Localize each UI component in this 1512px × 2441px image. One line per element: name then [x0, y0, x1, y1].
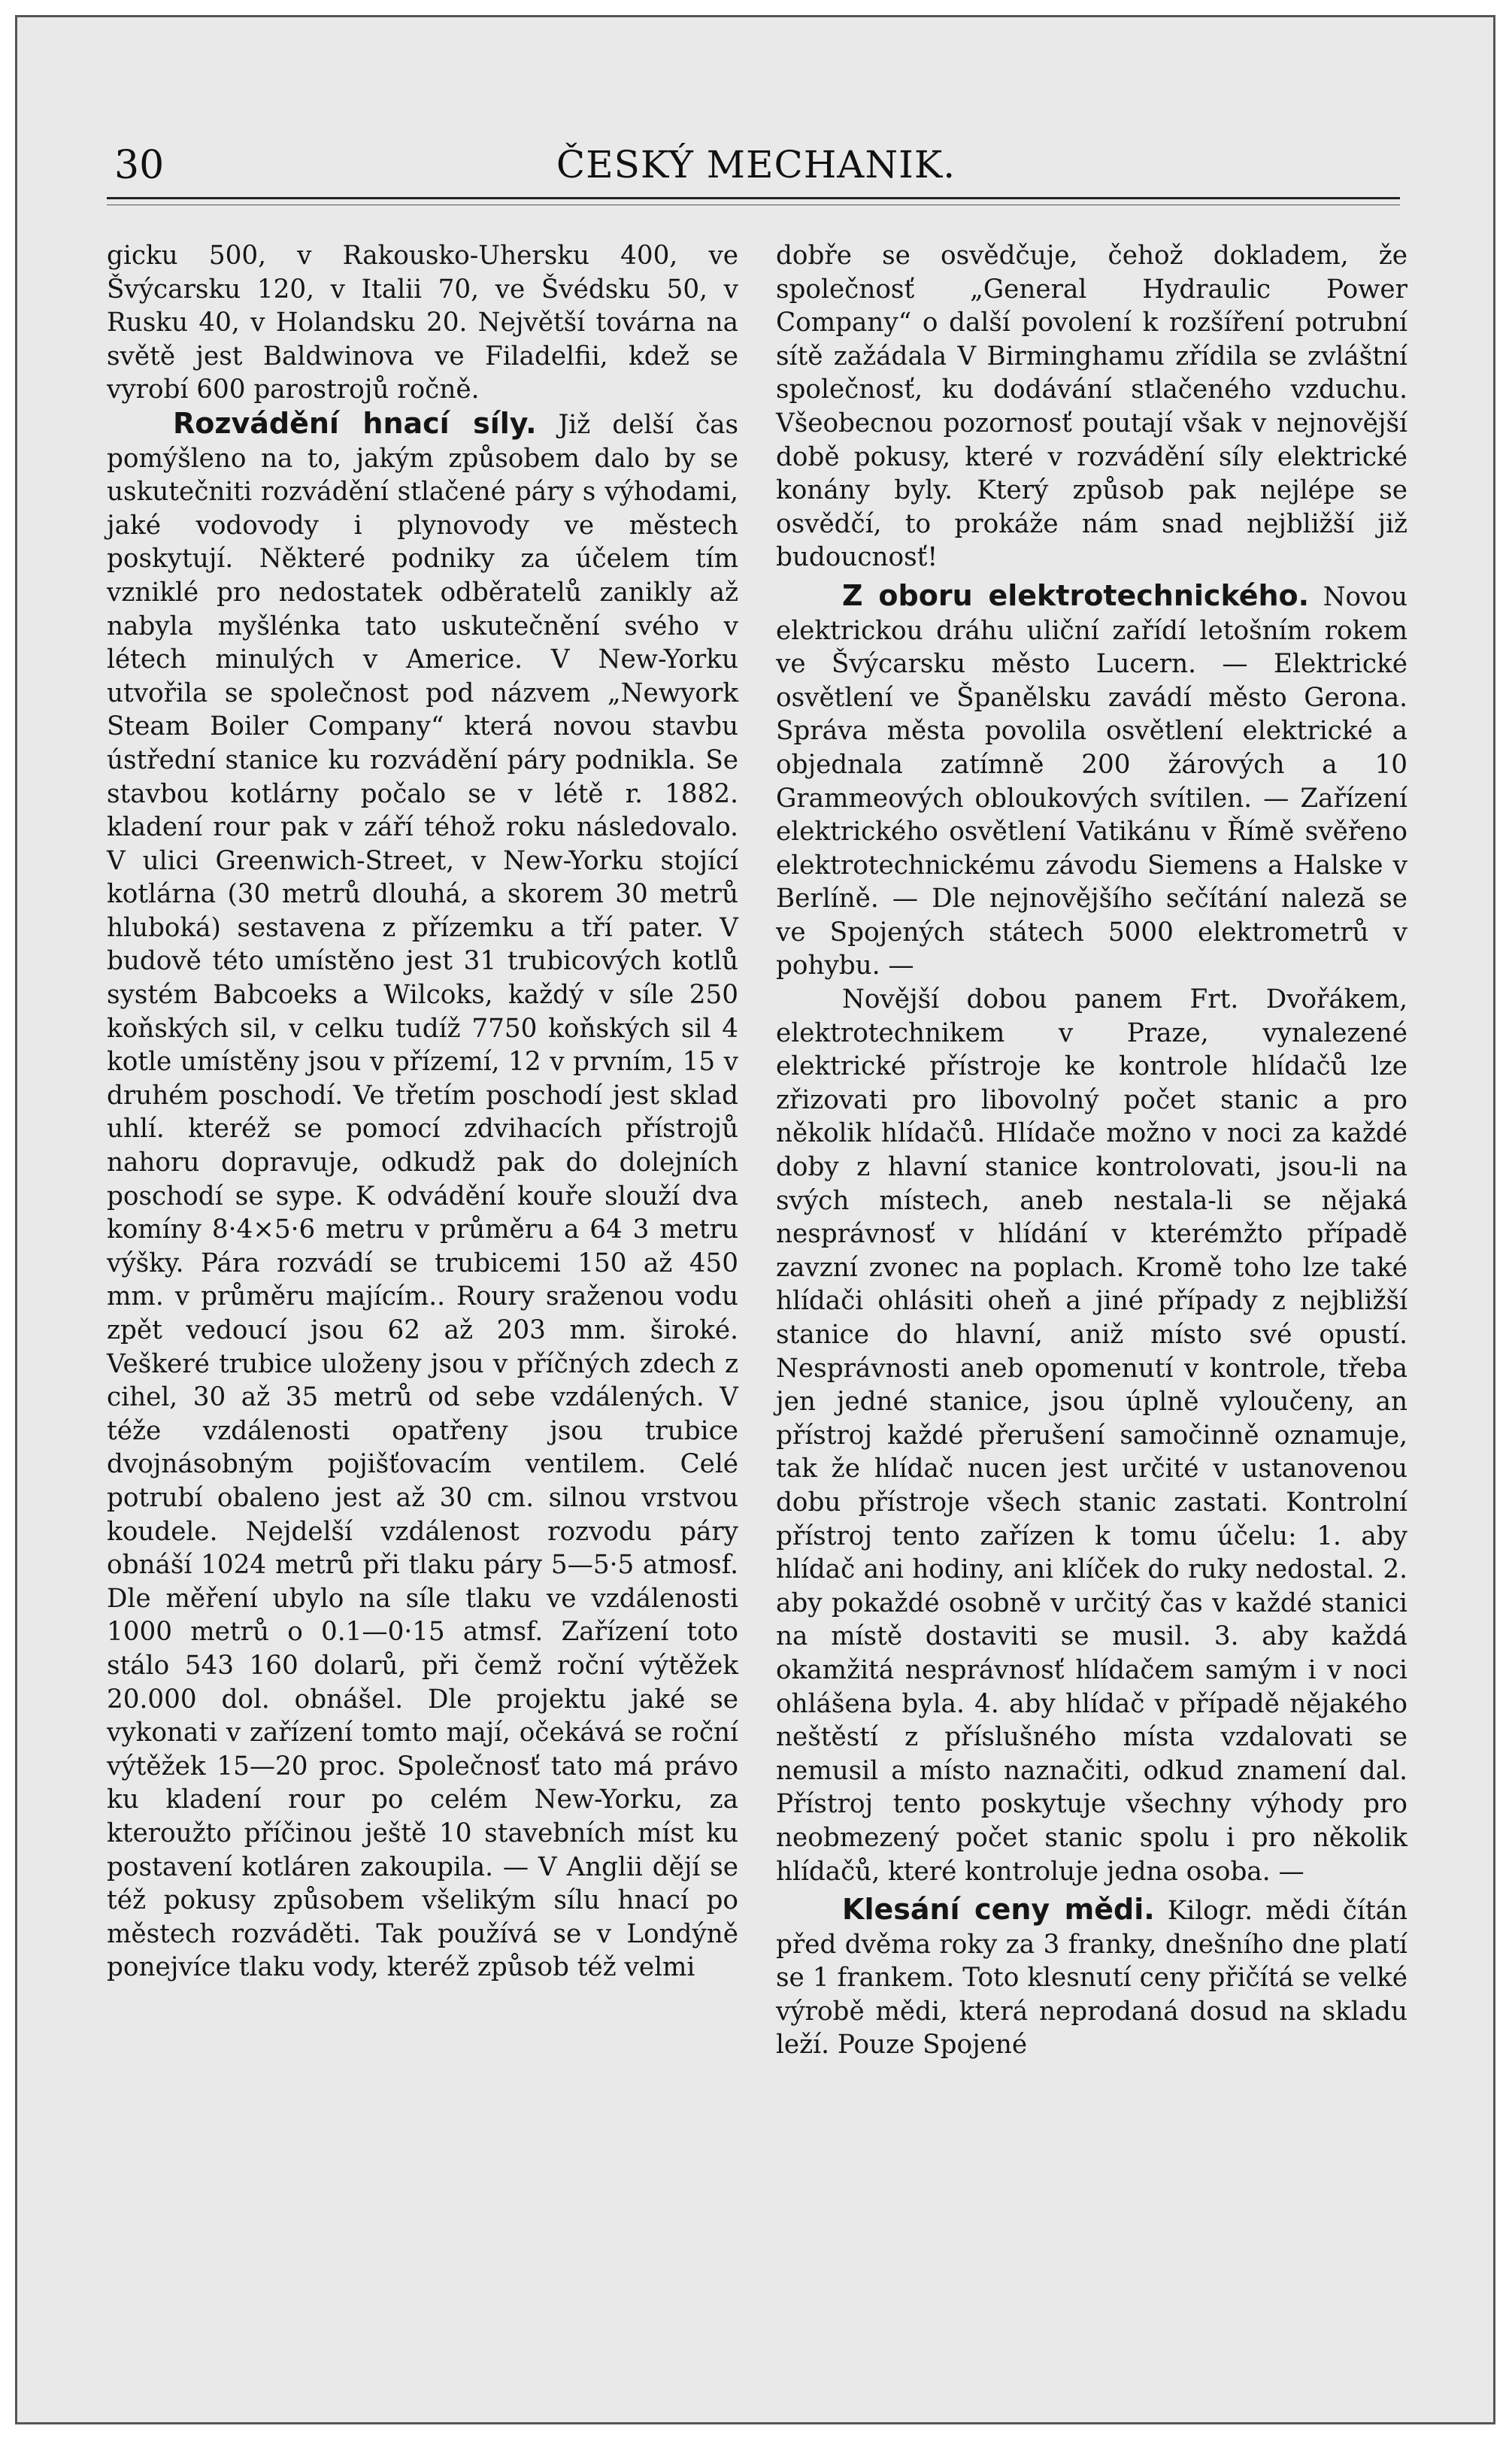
header-rule: [107, 197, 1400, 199]
left-section: [107, 407, 738, 1985]
section-heading: Rozvádění hnací síly.: [173, 406, 537, 440]
page-number: 30: [114, 143, 165, 188]
left-paragraph: Již delší čas pomýšleno na to, jakým způsobem dalo by se uskutečniti rozvádění stlačené páry s výhodami, jaké vodovody i plynovody ve městech poskytují. Některé podniky za účelem tím vzniklé pro nedostatek odběratelů zanikly až nabyla myšlénka tato uskutečnění svého v létech minulých v Americe. V New-Yorku utvořila se společnost pod názvem „Newyork Steam Boiler Company“ která novou stavbu ústřední stanice ku rozvádění páry podnikla. Se stavbou kotlárny počalo se v létě r. 1882. kladení rour pak v září téhož roku následovalo. V ulici Greenwich-Street, v New-Yorku stojící kotlárna (30 metrů dlouhá, a skorem 30 metrů hluboká) sestavena z přízemku a tří pater. V budově této umístěno jest 31 trubicových kotlů systém Babcoeks a Wilcoks, každý v síle 250 koňských sil, v celku tudíž 7750 koňských sil 4 kotle umístěny jsou v přízemí, 12 v prvním, 15 v druhém poschodí. Ve třetím poschodí jest sklad uhlí. kteréž se pomocí zdvihacích přístrojů nahoru dopravuje, odkudž pak do dolejních poschodí se sype. K odvádění kouře slouží dva komíny 8·4×5·6 metru v průměru a 64 3 metru výšky. Pára rozvádí se trubicemi 150 až 450 mm. v průměru majícím.. Roury sraženou vodu zpět vedoucí jsou 62 až 203 mm. široké. Veškeré trubice uloženy jsou v příčných zdech z cihel, 30 až 35 metrů od sebe vzdálených. V téže vzdálenosti opatřeny jsou trubice dvojnásobným pojišťovacím ventilem. Celé potrubí obaleno jest až 30 cm. silnou vrstvou koudele. Nejdelší vzdálenost rozvodu páry obnáší 1024 metrů při tlaku páry 5—5·5 atmosf. Dle měření ubylo na síle tlaku ve vzdálenosti 1000 metrů o 0.1—0·15 atmsf. Zařízení toto stálo 543 160 dolarů, při čemž roční výtěžek 20.000 dol. obnášel. Dle projektu jaké se vykonati v zařízení tomto mají, očekává se roční výtěžek 15—20 proc. Společnosť tato má právo ku kladení rour po celém New-Yorku, za kteroužto příčinou ještě 10 stavebních míst ku postavení kotláren zakoupila. — V Anglii dějí se též pokusy způsobem všelikým sílu hnací po městech rozváděti. Tak používá se v Londýně ponejvíce tlaku vody, kteréž způsob též velmi: [107, 409, 738, 1983]
right-column: [776, 239, 1407, 2062]
running-head: ČESKÝ MECHANIK.: [556, 143, 956, 186]
right-paragraph: Novou elektrickou dráhu uliční zařídí letošním rokem ve Švýcarsku město Lucern. — Elektrické osvětlení ve Španělsku zavádí město Gerona. Správa města povolila osvětlení elektrické a objednala zatímně 200 žárových a 10 Grammeových obloukových svítilen. — Zařízení elektrického osvětlení Vatikánu v Římě svěřeno elektrotechnickému závodu Siemens a Halske v Berlíně. — Dle nejnovějšího sečítání naleză se ve Spojených státech 5000 elektrometrů v pohybu. —: [776, 581, 1407, 981]
right-section: [776, 579, 1407, 983]
right-section: [776, 1893, 1407, 2062]
left-paragraph: gicku 500, v Rakousko-Uhersku 400, ve Švýcarsku 120, v Italii 70, ve Švédsku 50, v Rusku 40, v Holandsku 20. Největší továrna na světě jest Baldwinova ve Filadelfii, kdež se vyrobí 600 parostrojů ročně.: [107, 241, 738, 405]
section-heading: Klesání ceny mědi.: [842, 1893, 1155, 1927]
right-paragraph: Kilogr. mědi čítán před dvěma roky za 3 franky, dnešního dne platí se 1 frankem. Toto klesnutí ceny přičítá se velké výrobě mědi, která neprodaná dosud na skladu leží. Pouze Spojené: [776, 1896, 1407, 2060]
right-paragraph: Novější dobou panem Frt. Dvořákem, elektrotechnikem v Praze, vynalezené elektrické přístroje ke kontrole hlídačů lze zřizovati pro libovolný počet stanic a pro několik hlídačů. Hlídače možno v noci za každé doby z hlavní stanice kontrolovati, jsou-li na svých místech, aneb nestala-li se nějaká nesprávnosť v hlídání v kterémžto případě zavzní zvonec na poplach. Kromě toho lze také hlídači ohlásiti oheň a jiné případy z nejbližší stanice do hlavní, aniž místo své opustí. Nesprávnosti aneb opomenutí v kontrole, třeba jen jedné stanice, jsou úplně vyloučeny, an přístroj každé přerušení samočinně oznamuje, tak že hlídač nucen jest určité v ustanovenou dobu přístroje všech stanic zastati. Kontrolní přístroj tento zařízen k tomu účelu: 1. aby hlídač ani hodiny, ani klíček do ruky nedostal. 2. aby pokaždé osobně v určitý čas v každé stanici na místě dostaviti se musil. 3. aby každá okamžitá nesprávnosť hlídačem samým i v noci ohlášena byla. 4. aby hlídač v případě nějakého neštěstí z příslušného místa vzdalovati se nemusil a místo naznačiti, odkud znamení dal. Přístroj tento poskytuje všechny výhody pro neobmezený počet stanic spolu i pro několik hlídačů, které kontroluje jedna osoba. —: [776, 984, 1407, 1887]
right-paragraph: dobře se osvědčuje, čehož dokladem, že společnosť „General Hydraulic Power Company“ o další povolení k rozšíření potrubní sítě zažádala V Birminghamu zřídila se zvláštní společnosť, ku dodávání stlačeného vzduchu. Všeobecnou pozornosť poutají však v nejnovější době pokusy, které v rozvádění síly elektrické konány byly. Který způsob pak nejlépe se osvědčí, to prokáže nám snad nejbližší již budoucnosť!: [776, 241, 1407, 573]
left-column: [107, 239, 738, 1985]
section-heading: Z oboru elektrotechnického.: [842, 578, 1310, 612]
